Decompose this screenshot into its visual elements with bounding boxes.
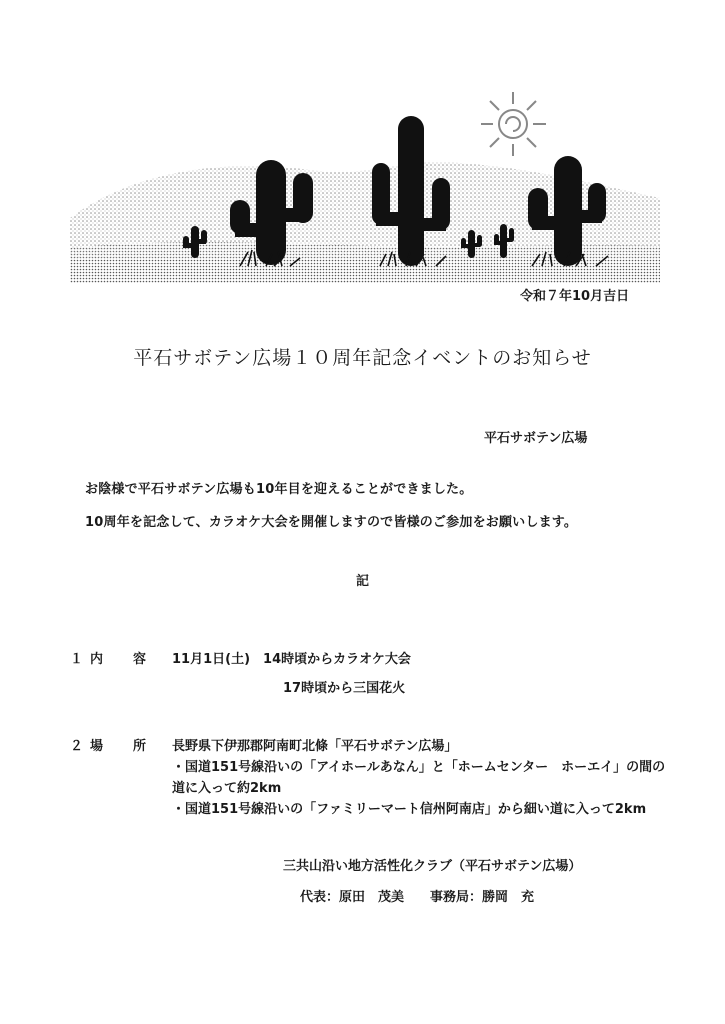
item-label-2b: 所 [133, 739, 147, 754]
item-label-2a: 場 [90, 739, 104, 754]
body-line-1: お陰様で平石サボテン広場も10年目を迎えることができました。 [85, 482, 473, 497]
signature-group: 三共山沿い地方活性化クラブ（平石サボテン広場） [283, 859, 582, 874]
item-2-line-2: ・国道151号線沿いの「アイホールあなん」と「ホームセンター ホーエイ」の間の [172, 760, 666, 775]
item-number-2: ２ [70, 739, 84, 754]
item-1-line-2: 17時頃から三国花火 [283, 681, 406, 696]
notice-title: 平石サボテン広場１０周年記念イベントのお知らせ [133, 347, 592, 369]
cactus-desert-illustration [70, 88, 660, 283]
signature-representative: 代表：原田 茂美 事務局：勝岡 充 [300, 890, 535, 905]
item-1-line-1: 11月1日(土) 14時頃からカラオケ大会 [172, 652, 411, 667]
item-2-line-1: 長野県下伊那郡阿南町北條「平石サボテン広場」 [172, 739, 458, 754]
item-number-1: １ [70, 652, 84, 667]
organizer-name: 平石サボテン広場 [484, 431, 588, 446]
sun-icon [481, 92, 546, 156]
ki-heading: 記 [355, 574, 369, 589]
item-2-line-3: 道に入って約2km [172, 781, 282, 796]
item-label-1a: 内 [90, 652, 104, 667]
body-line-2: 10周年を記念して、カラオケ大会を開催しますので皆様のご参加をお願いします。 [85, 515, 578, 530]
issue-date: 令和７年10月吉日 [520, 289, 630, 304]
item-label-1b: 容 [133, 652, 147, 667]
item-2-line-4: ・国道151号線沿いの「ファミリーマート信州阿南店」から細い道に入って2km [172, 802, 647, 817]
